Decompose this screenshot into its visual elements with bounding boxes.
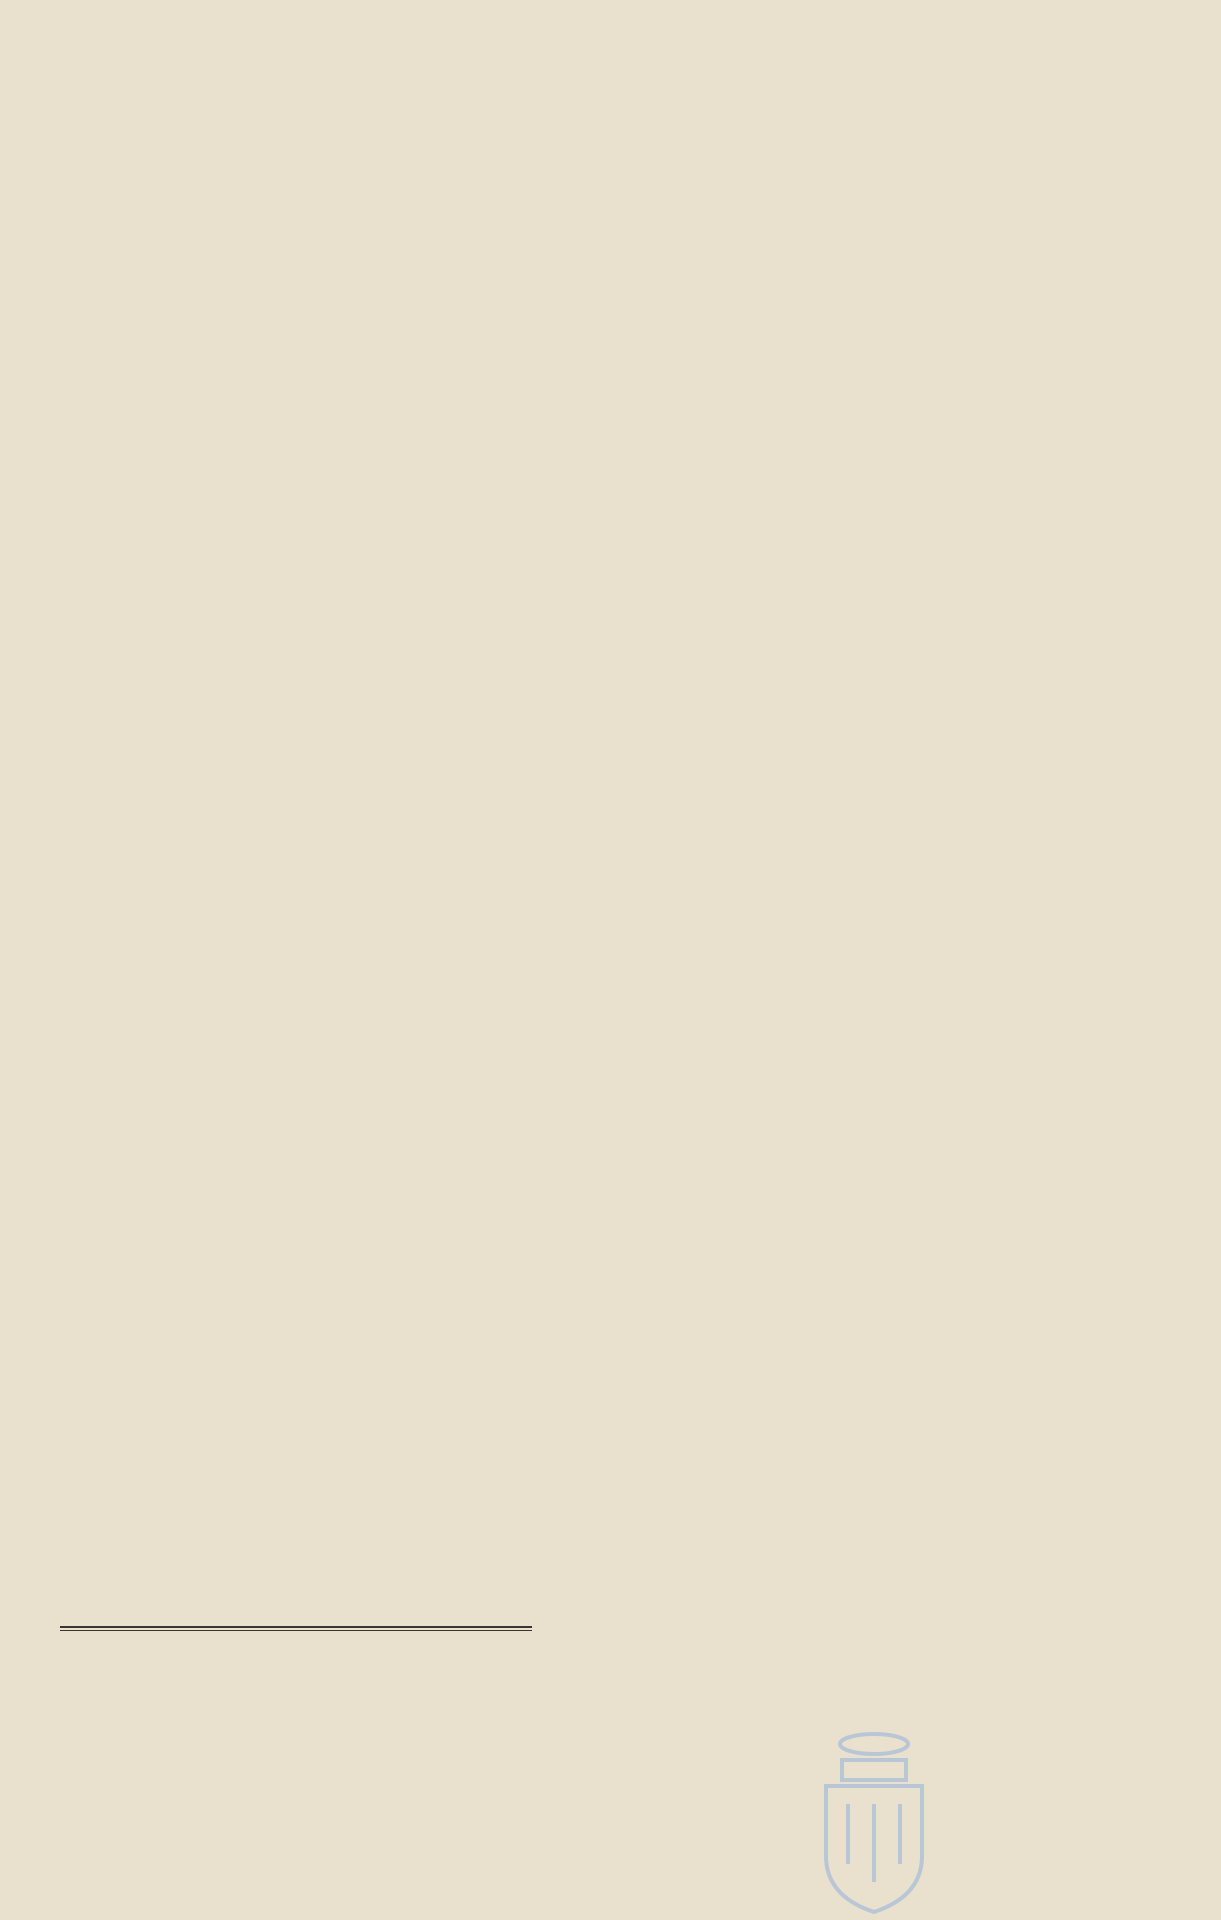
divider-rule — [60, 1626, 532, 1634]
document-body — [88, 124, 1148, 144]
coat-of-arms-icon — [816, 1724, 932, 1916]
